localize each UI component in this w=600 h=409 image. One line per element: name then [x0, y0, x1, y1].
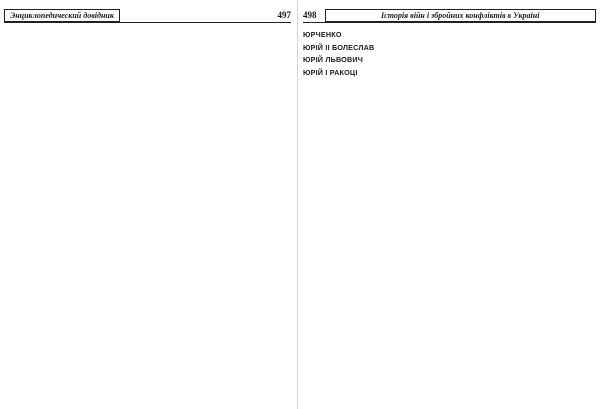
- entry-headword: ЮРІЙ І РАКОЦІ: [303, 67, 358, 77]
- entry: [303, 44, 596, 53]
- entry: [303, 69, 596, 78]
- entry: [303, 31, 596, 40]
- left-page-header: [4, 8, 291, 23]
- right-page-number: 498: [303, 10, 317, 20]
- right-page-header: [303, 8, 596, 23]
- right-running-header: Історія війн і збройних конфліктів в Україні: [325, 9, 597, 22]
- left-page: [4, 8, 291, 403]
- right-page: [303, 8, 596, 403]
- entry-headword: ЮРІЙ ІІ БОЛЕСЛАВ: [303, 42, 375, 52]
- entry-headword: ЮРІЙ ЛЬВОВИЧ: [303, 55, 363, 65]
- left-running-header: Энциклопедический довідник: [4, 9, 120, 22]
- entry-headword: ЮРЧЕНКО: [303, 30, 342, 39]
- left-page-number: 497: [277, 10, 291, 20]
- right-body-column: [303, 31, 596, 77]
- entry: [303, 56, 596, 65]
- page-gutter: [297, 0, 298, 409]
